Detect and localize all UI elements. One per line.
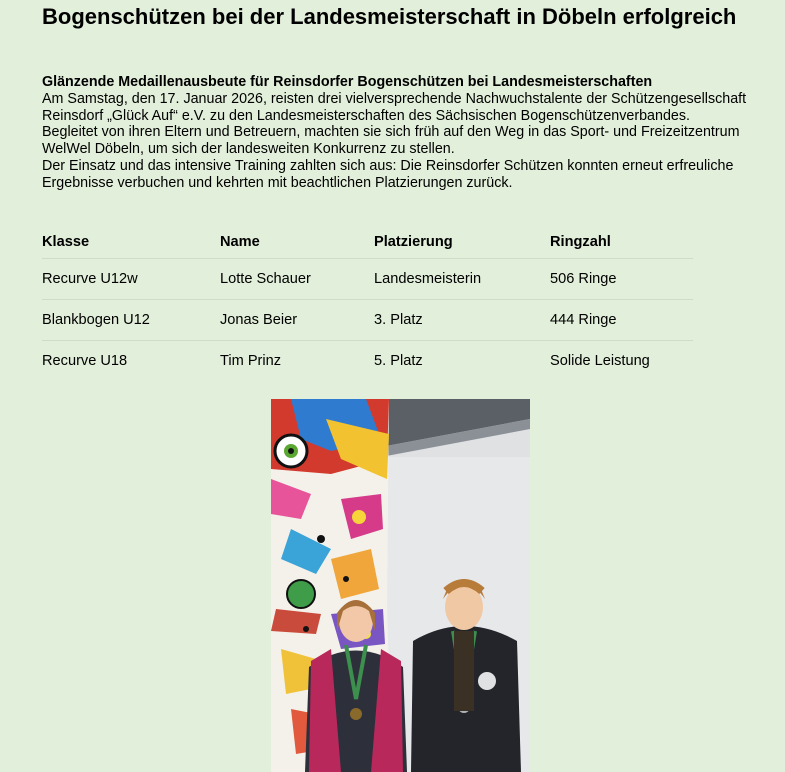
- cell-platzierung: Landesmeisterin: [374, 259, 550, 300]
- table-row: [42, 259, 693, 300]
- cell-klasse: Recurve U12w: [42, 259, 220, 300]
- article-paragraph: Am Samstag, den 17. Januar 2026, reisten drei vielversprechende Nachwuchstalente der Schützengesellschaft Reinsdorf „Glück Auf“ e.V. zu den Landesmeisterschaften des Sächsischen Bogenschützenverbandes.: [42, 90, 747, 124]
- column-header-klasse: Klasse: [42, 226, 220, 259]
- article-photo: [271, 399, 530, 772]
- results-table: [42, 226, 693, 381]
- cell-klasse: Blankbogen U12: [42, 300, 220, 341]
- article-paragraph: Der Einsatz und das intensive Training zahlten sich aus: Die Reinsdorfer Schützen konnten erneut erfreuliche Ergebnisse verbuchen und kehrten mit beachtlichen Platzierungen zurück.: [42, 157, 734, 191]
- article-lead: Glänzende Medaillenausbeute für Reinsdorfer Bogenschützen bei Landesmeisterschaften: [42, 74, 653, 90]
- cell-name: Jonas Beier: [220, 300, 374, 341]
- table-row: [42, 300, 693, 341]
- column-header-platzierung: Platzierung: [374, 226, 550, 259]
- column-header-ringzahl: Ringzahl: [550, 226, 693, 259]
- cell-platzierung: 3. Platz: [374, 300, 550, 341]
- cell-name: Tim Prinz: [220, 353, 282, 369]
- article-body: [42, 74, 772, 192]
- table-row: [42, 341, 693, 382]
- table-header-row: [42, 226, 693, 259]
- cell-klasse: Recurve U18: [42, 353, 128, 369]
- cell-ringzahl: Solide Leistung: [550, 353, 650, 369]
- cell-ringzahl: 506 Ringe: [550, 259, 693, 300]
- article-paragraph: Begleitet von ihren Eltern und Betreuern, machten sie sich früh auf den Weg in das Sport- und Freizeitzentrum WelWel Döbeln, um sich der landesweiten Konkurrenz zu stellen.: [42, 124, 740, 158]
- cell-ringzahl: 444 Ringe: [550, 300, 693, 341]
- article-title: Bogenschützen bei der Landesmeisterschaft in Döbeln erfolgreich: [42, 4, 737, 29]
- column-header-name: Name: [220, 226, 374, 259]
- cell-name: Lotte Schauer: [220, 259, 374, 300]
- cell-platzierung: 5. Platz: [374, 353, 423, 369]
